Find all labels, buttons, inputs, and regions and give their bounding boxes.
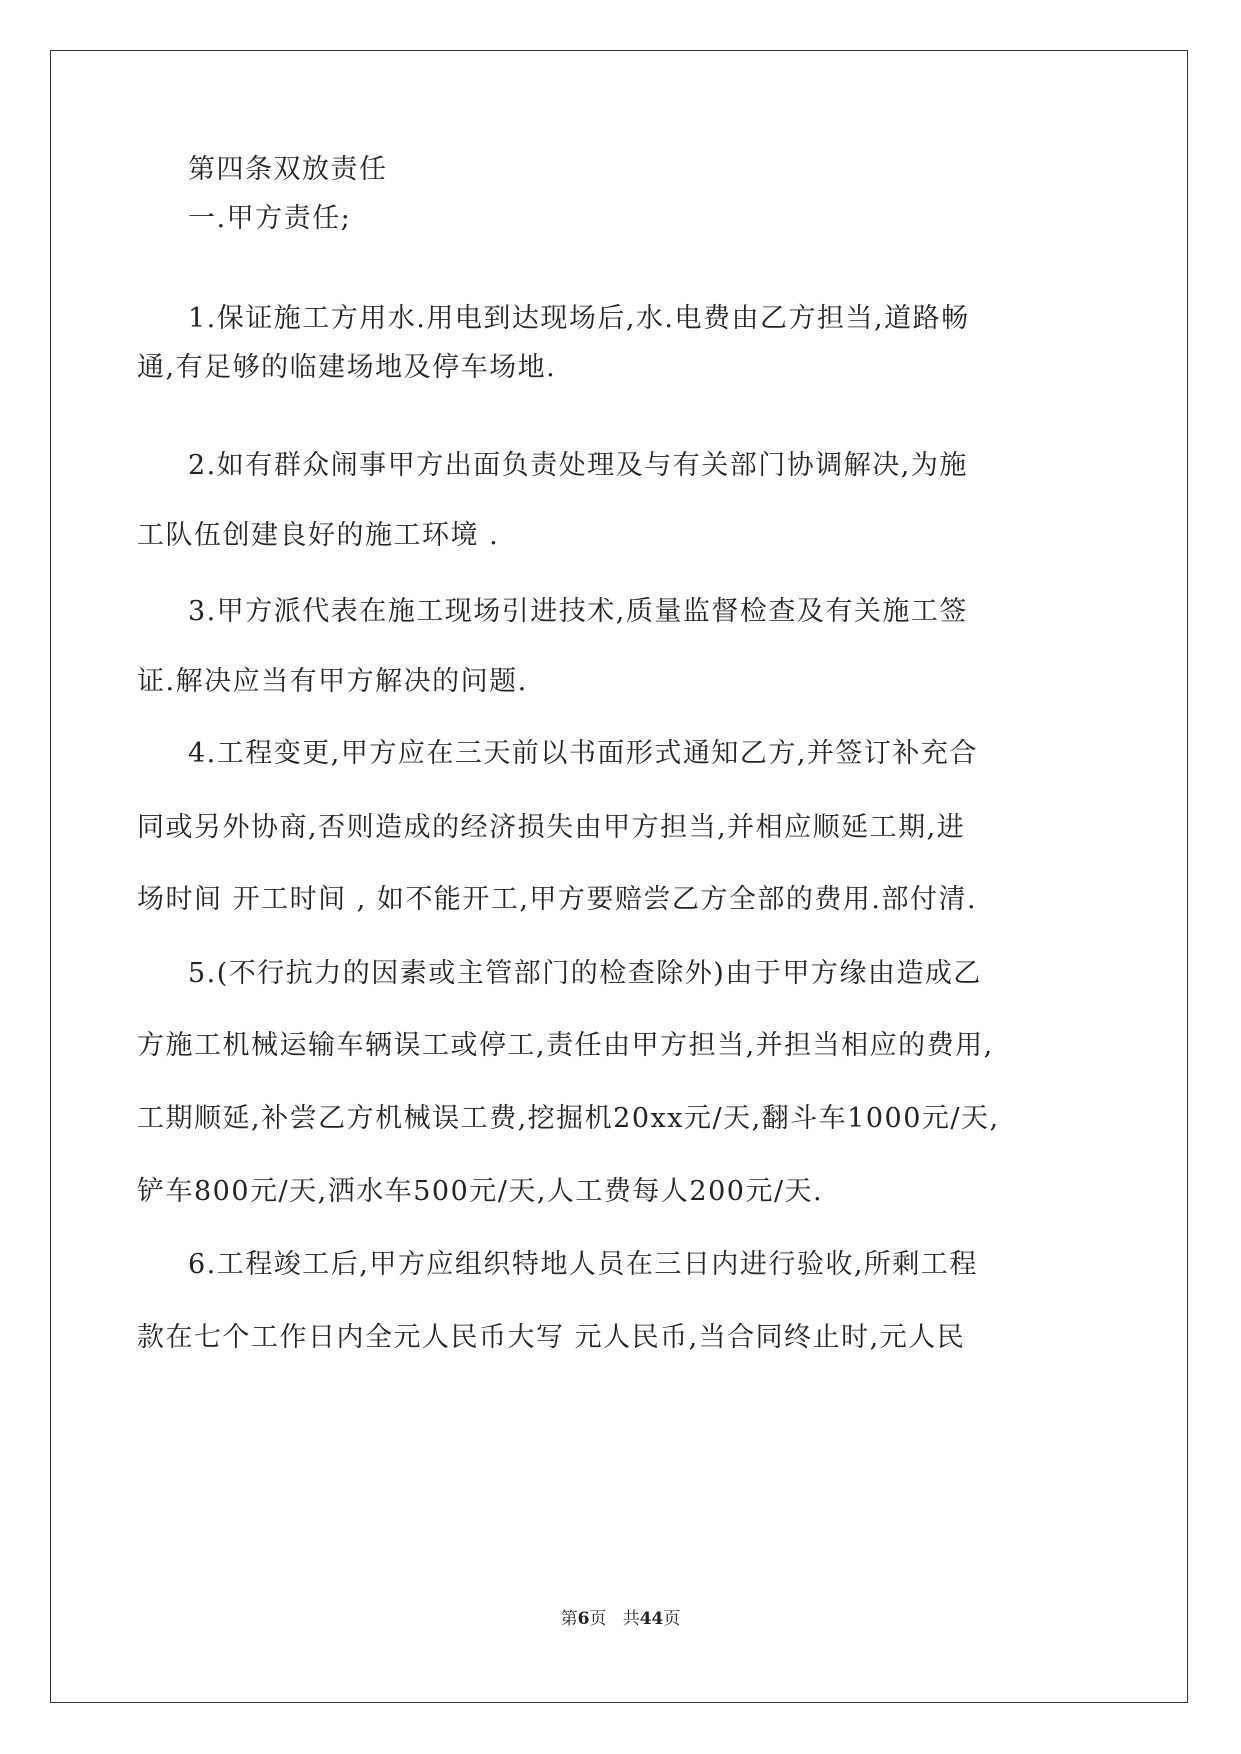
paragraph-line: 铲车800元/天,洒水车500元/天,人工费每人200元/天. xyxy=(137,1176,824,1207)
total-prefix: 共 xyxy=(622,1609,640,1629)
paragraph-line: 5.(不行抗力的因素或主管部门的检查除外)由于甲方缘由造成乙 xyxy=(188,958,982,989)
paragraph-line: 方施工机械运输车辆误工或停工,责任由甲方担当,并担当相应的费用, xyxy=(137,1030,994,1061)
total-suffix: 页 xyxy=(663,1609,681,1629)
paragraph-line: 2.如有群众闹事甲方出面负责处理及与有关部门协调解决,为施 xyxy=(188,450,968,481)
paragraph-line: 1.保证施工方用水.用电到达现场后,水.电费由乙方担当,道路畅 xyxy=(188,303,970,334)
paragraph-line: 3.甲方派代表在施工现场引进技术,质量监督检查及有关施工签 xyxy=(188,596,968,627)
page-suffix: 页 xyxy=(589,1609,607,1629)
paragraph-line: 同或另外协商,否则造成的经济损失由甲方担当,并相应顺延工期,进 xyxy=(137,812,966,843)
subsection-heading: 一.甲方责任; xyxy=(188,203,352,234)
paragraph-line: 证.解决应当有甲方解决的问题. xyxy=(137,666,528,697)
paragraph-line: 工队伍创建良好的施工环境 . xyxy=(137,520,500,551)
paragraph-line: 4.工程变更,甲方应在三天前以书面形式通知乙方,并签订补充合 xyxy=(188,738,978,769)
paragraph-line: 通,有足够的临建场地及停车场地. xyxy=(137,352,557,383)
page-prefix: 第 xyxy=(560,1609,578,1629)
total-pages: 44 xyxy=(639,1609,664,1629)
page-footer xyxy=(0,1604,1241,1629)
page-border xyxy=(50,50,1188,1703)
paragraph-line: 工期顺延,补尝乙方机械误工费,挖掘机20xx元/天,翻斗车1000元/天, xyxy=(137,1103,1000,1134)
page-number: 6 xyxy=(577,1609,590,1629)
paragraph-line: 6.工程竣工后,甲方应组织特地人员在三日内进行验收,所剩工程 xyxy=(188,1249,978,1280)
paragraph-line: 款在七个工作日内全元人民币大写 元人民币,当合同终止时,元人民 xyxy=(137,1322,966,1353)
section-heading: 第四条双放责任 xyxy=(188,154,388,185)
paragraph-line: 场时间 开工时间 , 如不能开工,甲方要赔尝乙方全部的费用.部付清. xyxy=(137,884,978,915)
